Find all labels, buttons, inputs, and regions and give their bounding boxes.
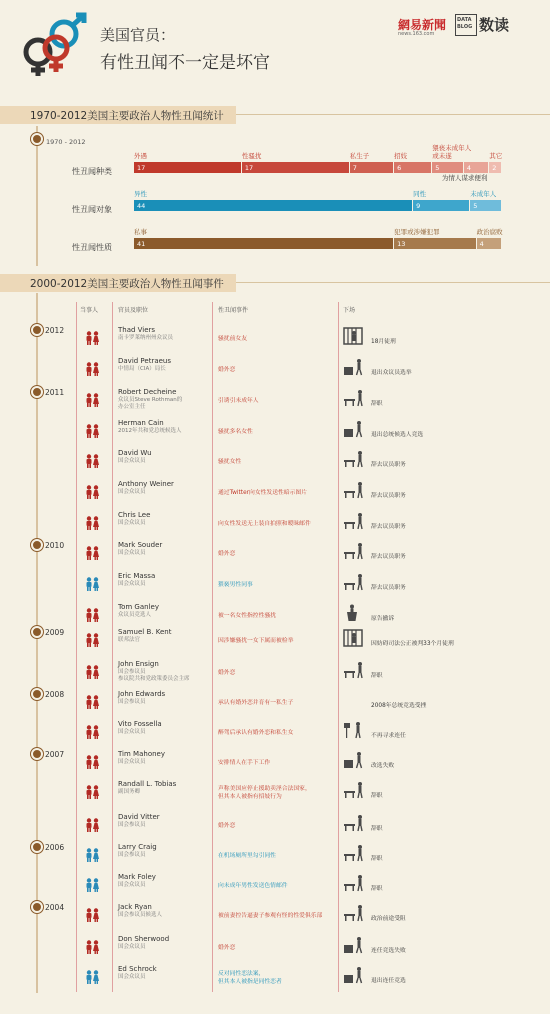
- bar-category-label: 性骚扰: [241, 152, 262, 160]
- official-position: 国会参议员: [118, 852, 146, 858]
- scandal-event: 引诱引未成年人: [218, 398, 259, 404]
- bar-category-label: 为情人谋求便利: [441, 174, 488, 182]
- male-female-red-icon: [84, 725, 100, 737]
- col-header-name: 官员及职位: [118, 307, 149, 314]
- bar-segment: [413, 200, 469, 211]
- bar-value-label: 13: [397, 240, 406, 248]
- desk-leave-icon: [343, 573, 365, 591]
- timeline-line: [36, 293, 38, 993]
- official-name: David Petraeus: [118, 357, 172, 365]
- scandal-event: 婚外恋: [218, 670, 236, 676]
- timeline-dot: [31, 386, 43, 398]
- official-name: Vito Fossella: [118, 720, 162, 728]
- official-name: Tim Mahoney: [118, 750, 165, 758]
- official-position: 国会参议员: [118, 822, 146, 828]
- official-position: 2012年共和党总统候选人: [118, 428, 182, 434]
- scandal-event: 声称美国应停止援助卖淫合法国家， 但其本人被指有招妓行为: [218, 786, 311, 800]
- col-header-outcome: 下场: [343, 307, 356, 314]
- official-name: Jack Ryan: [118, 903, 152, 911]
- scandal-event: 婚外恋: [218, 945, 236, 951]
- male-female-red-icon: [84, 755, 100, 767]
- year-label: 2007: [45, 750, 65, 759]
- bar-value-label: 4: [466, 164, 472, 172]
- outcome-text: 退出众议员选举: [371, 370, 412, 376]
- scandal-event: 骚扰前女友: [218, 336, 247, 342]
- outcome-text: 辞去议员职务: [371, 462, 406, 468]
- official-name: Thad Viers: [118, 326, 156, 334]
- column-divider: [76, 302, 77, 992]
- column-divider: [338, 302, 339, 992]
- gender-symbols-logo: [16, 12, 96, 78]
- timeline-dot: [31, 626, 43, 638]
- official-position: 国会众议员: [118, 458, 146, 464]
- chart-row-label: 性丑闻对象: [72, 205, 112, 214]
- desk-leave-icon: [343, 874, 365, 892]
- official-position: 国会众议员: [118, 489, 146, 495]
- official-position: 众议员竞选人: [118, 612, 152, 618]
- male-female-red-icon: [84, 695, 100, 707]
- bar-value-label: 5: [473, 202, 478, 210]
- scandal-event: 向女性发送无上装自拍照和暧昧邮件: [218, 521, 311, 527]
- column-divider: [212, 302, 213, 992]
- bar-category-label: 外遇: [134, 152, 147, 160]
- scandal-event: 承认有婚外恋并育有一私生子: [218, 700, 294, 706]
- desk-leave-icon: [343, 512, 365, 530]
- jail-icon: [343, 327, 365, 345]
- official-position: 国会众议员: [118, 759, 146, 765]
- official-position: 副国务卿: [118, 789, 141, 795]
- year-label: 2006: [45, 843, 65, 852]
- outcome-text: 辞去议员职务: [371, 524, 406, 530]
- official-name: Larry Craig: [118, 843, 157, 851]
- outcome-text: 不再寻求连任: [371, 733, 406, 739]
- outcome-text: 政治前途受阻: [371, 916, 406, 922]
- male-female-red-icon: [84, 818, 100, 830]
- year-label: 2009: [45, 628, 65, 637]
- desk-leave-icon: [343, 904, 365, 922]
- year-label: 2008: [45, 690, 65, 699]
- chart-row-label: 性丑闻性质: [72, 243, 112, 252]
- male-female-red-icon: [84, 424, 100, 436]
- bar-segment: [394, 162, 431, 173]
- bar-category-label: 招妓: [394, 152, 408, 160]
- outcome-text: 原告撤诉: [371, 616, 395, 622]
- bar-value-label: 9: [416, 202, 421, 210]
- official-name: Anthony Weiner: [118, 480, 174, 488]
- male-pair-blue-icon: [84, 577, 100, 589]
- male-female-red-icon: [84, 633, 100, 645]
- bar-value-label: 4: [479, 240, 484, 248]
- year-label: 2004: [45, 903, 65, 912]
- podium-icon: [343, 604, 365, 622]
- timeline-dot: [31, 841, 43, 853]
- bar-category-label: 异性: [134, 190, 147, 198]
- resign-walk-icon: [343, 358, 365, 376]
- official-name: Randall L. Tobias: [118, 780, 177, 788]
- year-label: 2011: [45, 388, 65, 397]
- male-female-red-icon: [84, 940, 100, 952]
- bar-value-label: 5: [435, 164, 440, 172]
- timeline-dot: [31, 748, 43, 760]
- official-name: Tom Ganley: [118, 603, 159, 611]
- desk-leave-icon: [343, 814, 365, 832]
- col-header-event: 性丑闻事件: [218, 307, 249, 314]
- official-name: Don Sherwood: [118, 935, 170, 943]
- male-female-red-icon: [84, 362, 100, 374]
- outcome-text: 退出总统候选人竞选: [371, 432, 424, 438]
- timeline-dot: [31, 324, 43, 336]
- timeline-line: [36, 126, 38, 266]
- bar-category-label: 私生子: [349, 152, 370, 160]
- desk-leave-icon: [343, 844, 365, 862]
- official-position: 中情局（CIA）局长: [118, 366, 166, 372]
- brand-logo: 網易新聞: [398, 18, 447, 32]
- range-label: 1970 - 2012: [46, 138, 86, 146]
- bar-value-label: 7: [352, 164, 357, 172]
- timeline-dot: [31, 688, 43, 700]
- male-female-red-icon: [84, 608, 100, 620]
- official-position: 国会众议员: [118, 520, 146, 526]
- desk-leave-icon: [343, 389, 365, 407]
- scandal-event: 醉驾后承认有婚外恋和私生女: [218, 730, 294, 736]
- official-position: 南卡罗莱纳州州众议员: [118, 335, 174, 341]
- brand-url: news.163.com: [398, 31, 435, 37]
- bar-category-label: 同性: [413, 190, 427, 198]
- male-pair-blue-icon: [84, 848, 100, 860]
- outcome-text: 改选失败: [371, 763, 395, 769]
- resign-walk-icon: [343, 966, 365, 984]
- outcome-text: 辞去议员职务: [371, 493, 406, 499]
- scandal-event: 婚外恋: [218, 823, 236, 829]
- bar-category-label: 犯罪或涉嫌犯罪: [394, 228, 440, 236]
- outcome-text: 辞职: [371, 793, 383, 799]
- timeline-dot: [31, 539, 43, 551]
- bar-category-label: 政治腐败: [476, 228, 503, 236]
- resign-walk-icon: [343, 936, 365, 954]
- official-name: David Vitter: [118, 813, 160, 821]
- outcome-text: 辞职: [371, 826, 383, 832]
- official-name: Eric Massa: [118, 572, 156, 580]
- bar-value-label: 41: [137, 240, 146, 248]
- scandal-event: 骚扰多名女性: [218, 429, 253, 435]
- male-female-red-icon: [84, 331, 100, 343]
- official-name: Samuel B. Kent: [118, 628, 172, 636]
- official-position: 联邦法官: [118, 637, 141, 643]
- desk-leave-icon: [343, 542, 365, 560]
- scandal-event: 通过Twitter向女性发送性暗示图片: [218, 490, 307, 496]
- outcome-text: 18月徒刑: [371, 339, 396, 345]
- official-position: 国会参议员 参议院共和党政策委员会主席: [118, 669, 190, 682]
- official-name: John Edwards: [118, 690, 166, 698]
- official-name: John Ensign: [118, 660, 159, 668]
- bar-value-label: 17: [137, 164, 146, 172]
- scandal-event: 在机场厕所里勾引同性: [218, 853, 276, 859]
- outcome-text: 连任竞选失败: [371, 948, 406, 954]
- outcome-text: 辞职: [371, 856, 383, 862]
- male-female-red-icon: [84, 485, 100, 497]
- bar-value-label: 17: [244, 164, 254, 172]
- bar-segment: [134, 200, 412, 211]
- bar-category-label: 猥亵未成年人 或未遂: [432, 144, 472, 160]
- bar-segment: [350, 162, 393, 173]
- official-name: Mark Foley: [118, 873, 156, 881]
- outcome-text: 辞职: [371, 401, 383, 407]
- male-female-red-icon: [84, 546, 100, 558]
- bar-value-label: 44: [137, 202, 146, 210]
- section1-title: 1970-2012美国主要政治人物性丑闻统计: [0, 106, 236, 124]
- chart-row-label: 性丑闻种类: [72, 167, 112, 176]
- official-name: Robert Decheine: [118, 388, 177, 396]
- year-label: 2012: [45, 326, 65, 335]
- official-position: 众议员Steve Rothman的 办公室主任: [118, 397, 183, 410]
- outcome-text: 辞去议员职务: [371, 585, 406, 591]
- official-position: 国会众议员: [118, 944, 146, 950]
- outcome-text: 辞职: [371, 886, 383, 892]
- outcome-text: 辞去议员职务: [371, 554, 406, 560]
- stop-sign-icon: [343, 721, 365, 739]
- desk-leave-icon: [343, 450, 365, 468]
- male-female-red-icon: [84, 665, 100, 677]
- outcome-text: 2008年总统竞选受挫: [371, 703, 427, 709]
- official-position: 国会众议员: [118, 581, 146, 587]
- male-female-red-icon: [84, 516, 100, 528]
- bar-segment: [242, 162, 349, 173]
- timeline-dot: [31, 901, 43, 913]
- resign-walk-icon: [343, 751, 365, 769]
- bar-segment: [134, 238, 393, 249]
- page-title-line1: 美国官员：: [100, 26, 176, 44]
- bar-segment: [470, 200, 501, 211]
- scandal-event: 反对同性恋法案， 但其本人被指是同性恋者: [218, 971, 282, 985]
- scandal-event: 因涉嫌骚扰一女下属而被检举: [218, 638, 294, 644]
- desk-leave-icon: [343, 661, 365, 679]
- bar-category-label: 未成年人: [470, 190, 497, 198]
- data-blog-logo: DATA BLOG: [455, 14, 477, 36]
- outcome-text: 退出连任竞选: [371, 978, 406, 984]
- year-label: 2010: [45, 541, 65, 550]
- bar-segment: [394, 238, 475, 249]
- outcome-text: 因妨碍司法公正被判33个月徒刑: [371, 641, 454, 647]
- section2-title: 2000-2012美国主要政治人物性丑闻事件: [0, 274, 236, 292]
- scandal-event: 猥亵男性同事: [218, 582, 253, 588]
- official-position: 国会参议员: [118, 699, 146, 705]
- timeline-dot: [31, 133, 43, 145]
- desk-leave-icon: [343, 481, 365, 499]
- official-name: Chris Lee: [118, 511, 151, 519]
- scandal-event: 被一名女性指控性骚扰: [218, 613, 276, 619]
- desk-leave-icon: [343, 781, 365, 799]
- column-divider: [112, 302, 113, 992]
- scandal-event: 向未成年男性发送色情邮件: [218, 883, 288, 889]
- male-female-red-icon: [84, 393, 100, 405]
- page-title-line2: 有性丑闻不一定是坏官: [100, 53, 270, 73]
- col-header-party: 当事人: [80, 307, 99, 314]
- male-pair-blue-icon: [84, 878, 100, 890]
- outcome-text: 辞职: [371, 673, 383, 679]
- bar-segment: [464, 162, 488, 173]
- bar-category-label: 其它: [489, 152, 503, 160]
- resign-walk-icon: [343, 420, 365, 438]
- official-name: Herman Cain: [118, 419, 164, 427]
- bar-segment: [489, 162, 501, 173]
- scandal-event: 被前妻控告逼妻子参观有怪的性爱俱乐部: [218, 913, 323, 919]
- data-blog-title: 数读: [479, 16, 510, 34]
- scandal-event: 骚扰女性: [218, 459, 242, 465]
- official-position: 国会众议员: [118, 550, 146, 556]
- official-name: David Wu: [118, 449, 152, 457]
- jail-icon: [343, 629, 365, 647]
- bar-value-label: 6: [397, 164, 402, 172]
- male-female-red-icon: [84, 785, 100, 797]
- scandal-event: 婚外恋: [218, 367, 236, 373]
- bar-segment: [477, 238, 501, 249]
- official-position: 国会众议员: [118, 882, 146, 888]
- bar-value-label: 2: [492, 164, 497, 172]
- official-position: 国会参议员候选人: [118, 912, 163, 918]
- bar-segment: [432, 162, 463, 173]
- official-name: Mark Souder: [118, 541, 163, 549]
- official-position: 国会众议员: [118, 729, 146, 735]
- official-name: Ed Schrock: [118, 965, 157, 973]
- official-position: 国会众议员: [118, 974, 146, 980]
- scandal-event: 安排情人在手下工作: [218, 760, 271, 766]
- bar-category-label: 私事: [134, 228, 147, 236]
- male-female-red-icon: [84, 908, 100, 920]
- male-female-red-icon: [84, 454, 100, 466]
- scandal-event: 婚外恋: [218, 551, 236, 557]
- male-pair-blue-icon: [84, 970, 100, 982]
- bar-segment: [134, 162, 241, 173]
